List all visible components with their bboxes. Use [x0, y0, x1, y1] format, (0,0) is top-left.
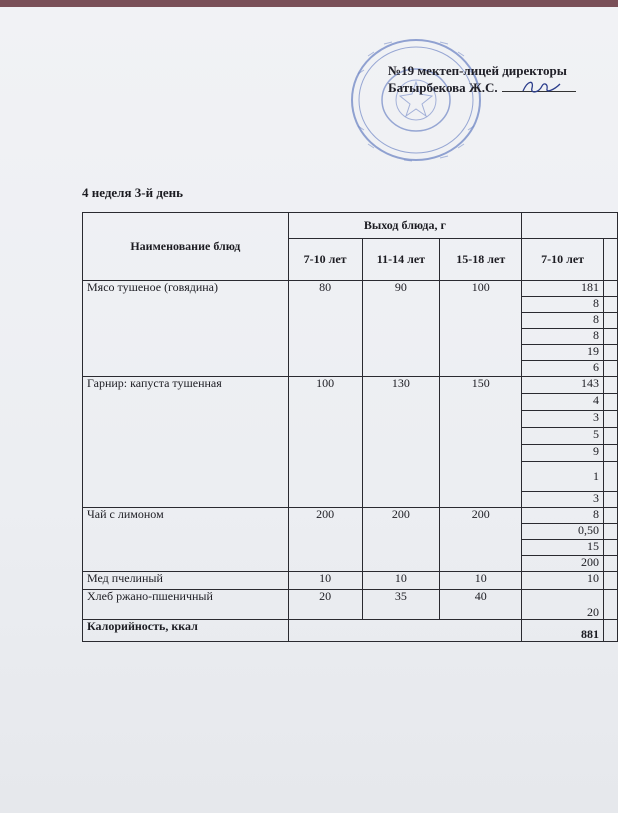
dish-qty: 200	[440, 508, 522, 572]
dish-qty: 130	[362, 377, 440, 508]
calorie-row	[83, 620, 618, 642]
age-11-14: 11-14 лет	[362, 239, 440, 281]
blank-cell	[604, 411, 618, 428]
value-cell: 6	[522, 361, 604, 377]
dish-qty: 150	[440, 377, 522, 508]
value-cell: 200	[522, 556, 604, 572]
blank-cell	[604, 620, 618, 642]
dish-qty: 40	[440, 590, 522, 620]
approval-school-director: №19 мектеп-лицей директоры	[388, 63, 567, 78]
age-7-10: 7-10 лет	[288, 239, 362, 281]
dish-qty: 35	[362, 590, 440, 620]
header-output: Выход блюда, г	[288, 213, 522, 239]
handwritten-signature	[520, 76, 564, 98]
value-cell: 8	[522, 329, 604, 345]
blank-cell	[604, 556, 618, 572]
value-cell: 15	[522, 540, 604, 556]
blank-cell	[604, 313, 618, 329]
dish-qty: 80	[288, 281, 362, 377]
blank-cell	[604, 524, 618, 540]
blank-cell	[604, 590, 618, 620]
header-extra-blank	[522, 213, 618, 239]
value-cell: 9	[522, 445, 604, 462]
calorie-blank	[288, 620, 522, 642]
table-row	[83, 572, 618, 590]
dish-qty: 100	[288, 377, 362, 508]
dish-qty: 100	[440, 281, 522, 377]
table-header-row	[83, 213, 618, 239]
dish-name: Чай с лимоном	[83, 508, 289, 572]
calorie-value: 881	[522, 620, 604, 642]
value-cell: 4	[522, 394, 604, 411]
age-extra-blank	[604, 239, 618, 281]
approval-director-name: Батырбекова Ж.С.	[388, 80, 498, 95]
blank-cell	[604, 492, 618, 508]
blank-cell	[604, 377, 618, 394]
blank-cell	[604, 508, 618, 524]
value-cell: 5	[522, 428, 604, 445]
dish-qty: 90	[362, 281, 440, 377]
dish-qty: 200	[362, 508, 440, 572]
value-cell: 3	[522, 492, 604, 508]
dish-qty: 10	[362, 572, 440, 590]
value-cell: 3	[522, 411, 604, 428]
table-row	[83, 281, 618, 297]
table-row	[83, 377, 618, 394]
table-row	[83, 508, 618, 524]
value-cell: 1	[522, 462, 604, 492]
dish-qty: 10	[440, 572, 522, 590]
value-cell: 20	[522, 590, 604, 620]
dish-name: Мед пчелиный	[83, 572, 289, 590]
value-cell: 0,50	[522, 524, 604, 540]
value-cell: 8	[522, 297, 604, 313]
blank-cell	[604, 361, 618, 377]
official-seal-stamp	[344, 34, 492, 166]
dish-name: Хлеб ржано-пшеничный	[83, 590, 289, 620]
value-cell: 10	[522, 572, 604, 590]
blank-cell	[604, 394, 618, 411]
blank-cell	[604, 462, 618, 492]
value-cell: 8	[522, 508, 604, 524]
blank-cell	[604, 329, 618, 345]
menu-table	[82, 212, 618, 642]
calorie-label: Калорийность, ккал	[83, 620, 289, 642]
dish-qty: 10	[288, 572, 362, 590]
blank-cell	[604, 345, 618, 361]
dish-name: Гарнир: капуста тушенная	[83, 377, 289, 508]
dish-qty: 200	[288, 508, 362, 572]
value-cell: 143	[522, 377, 604, 394]
value-cell: 19	[522, 345, 604, 361]
blank-cell	[604, 572, 618, 590]
blank-cell	[604, 428, 618, 445]
blank-cell	[604, 445, 618, 462]
blank-cell	[604, 297, 618, 313]
header-dish-name: Наименование блюд	[83, 213, 289, 281]
age-extra-7-10: 7-10 лет	[522, 239, 604, 281]
blank-cell	[604, 540, 618, 556]
table-row	[83, 590, 618, 620]
dish-qty: 20	[288, 590, 362, 620]
value-cell: 181	[522, 281, 604, 297]
dish-name: Мясо тушеное (говядина)	[83, 281, 289, 377]
week-day-heading: 4 неделя 3-й день	[82, 185, 184, 200]
value-cell: 8	[522, 313, 604, 329]
blank-cell	[604, 281, 618, 297]
photo-top-edge	[0, 0, 618, 7]
age-15-18: 15-18 лет	[440, 239, 522, 281]
